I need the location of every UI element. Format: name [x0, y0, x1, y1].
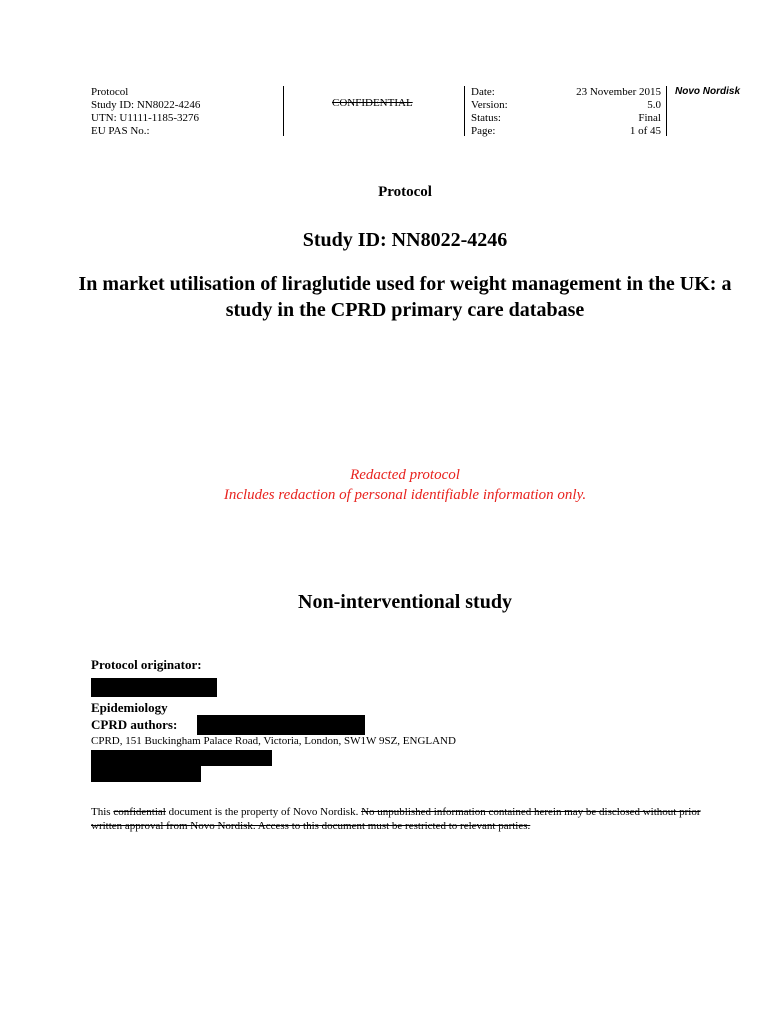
header-eu-pas: EU PAS No.:	[91, 125, 150, 137]
redacted-block	[91, 750, 272, 766]
status-label: Status:	[471, 112, 501, 124]
page-header	[91, 86, 743, 138]
page-value: 1 of 45	[629, 125, 661, 137]
notice-struck-text: No unpublished information contained herein may be disclosed without prior written approval from Novo Nordisk. Access to this document must be restricted to relevant parties.	[91, 806, 701, 832]
redaction-note-line-2: Includes redaction of personal identifiable information only.	[223, 487, 587, 503]
date-label: Date:	[471, 86, 495, 98]
originator-label: Protocol originator:	[91, 657, 202, 672]
cprd-address: CPRD, 151 Buckingham Palace Road, Victoria, London, SW1W 9SZ, ENGLAND	[91, 735, 456, 747]
notice-text: document is the property of Novo Nordisk.	[165, 806, 362, 818]
header-confidential-label: CONFIDENTIAL	[332, 97, 413, 109]
header-divider	[283, 86, 284, 136]
redacted-block	[197, 715, 365, 735]
status-value: Final	[638, 112, 661, 124]
study-type-heading: Non-interventional study	[298, 591, 512, 613]
header-meta-labels	[471, 86, 508, 138]
department-label: Epidemiology	[91, 700, 168, 715]
date-value: 23 November 2015	[576, 86, 661, 98]
redaction-note	[0, 465, 770, 505]
version-value: 5.0	[647, 99, 661, 111]
header-doc-type: Protocol	[91, 86, 129, 98]
page-label: Page:	[471, 125, 496, 137]
header-identifiers	[91, 86, 281, 138]
redacted-block	[91, 766, 201, 782]
header-divider	[666, 86, 667, 136]
study-id-heading: Study ID: NN8022-4246	[302, 229, 508, 251]
redacted-block	[91, 678, 217, 697]
header-utn: UTN: U1111-1185-3276	[91, 112, 200, 124]
document-type-heading: Protocol	[378, 184, 432, 200]
study-title: In market utilisation of liraglutide used for weight management in the UK: a study in the CPRD primary care database	[78, 273, 732, 321]
notice-text: This	[91, 806, 114, 818]
confidentiality-notice	[91, 805, 711, 833]
version-label: Version:	[471, 99, 508, 111]
header-divider	[464, 86, 465, 136]
authors-label: CPRD authors:	[91, 717, 178, 732]
redaction-note-line-1: Redacted protocol	[350, 467, 460, 483]
header-study-id: Study ID: NN8022-4246	[91, 99, 201, 111]
company-name: Novo Nordisk	[675, 86, 741, 97]
header-meta-values	[576, 86, 661, 138]
notice-struck-text: confidential	[113, 806, 166, 818]
